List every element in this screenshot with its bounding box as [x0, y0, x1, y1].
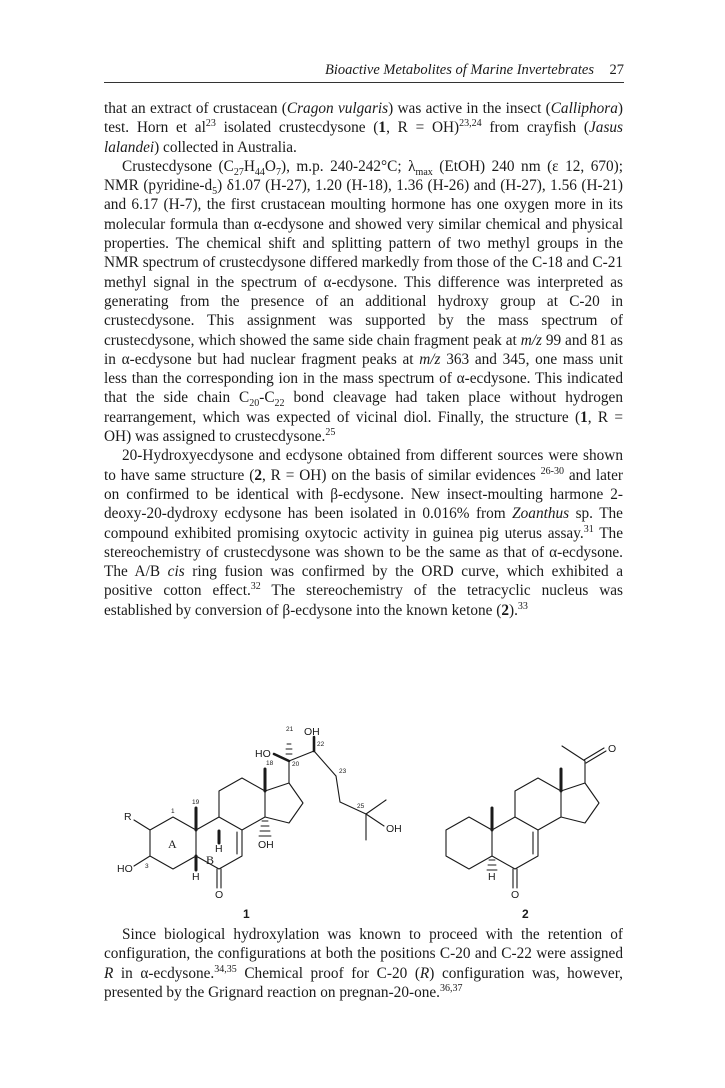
text-run: 99 and 81 as in α-ecdysone but had nuclear fragment peaks at [104, 331, 623, 368]
text-run: ) was active in the insect ( [388, 100, 551, 117]
text-run: bond cleavage had taken place without hydrogen rearrangement, which was expected of vicinal diol. Finally, the structure ( [104, 389, 623, 426]
text-run: ), m.p. 240-242°C; λ [280, 157, 416, 175]
compound-ref: 1 [378, 119, 387, 137]
text-run: Since biological hydroxylation was known to proceed with the retention of configuration, the configurations at both the positions C-20 and C-22 were assigned [104, 926, 623, 963]
c1-locant-25: 25 [357, 803, 365, 810]
body-text-top [104, 99, 623, 620]
config-r: R [419, 964, 430, 982]
text-run: Crustecdysone (C [122, 157, 234, 175]
c2-h5-hash [487, 860, 497, 870]
c2-label-o20: O [608, 743, 617, 755]
citation: 23,24 [459, 118, 482, 130]
body-text-bottom [104, 925, 623, 1002]
c2-ring-a [446, 817, 492, 869]
genus-name: Calliphora [550, 100, 618, 117]
c1-c20-c22 [289, 751, 314, 761]
subscript: 44 [254, 166, 265, 178]
text-run: ) δ1.07 (H-27), 1.20 (H-18), 1.36 (H-26) and (H-27), 1.56 (H-21) and 6.17 (H-7), the first crustacean moulting hormone has one oxygen more in its molecular formula than α-ecdysone and showed very similar chemical and physical properties. The chemical shift and splitting pattern of two methyl groups in the NMR spectrum of crustecdysone differed markedly from those of the C-18 and C-21 methyl signal in the spectrum of α-ecdysone. This difference was interpreted as generating from the presence of an additional hydroxy group at C-20 in crustecdysone. This assignment was supported by the mass spectrum of crustecdysone, which showed the same side chain fragment peak at [104, 177, 624, 349]
structure-figure [104, 726, 623, 921]
c2-compound-number: 2 [522, 907, 529, 921]
header-title: Bioactive Metabolites of Marine Invertebrates [325, 62, 594, 78]
config-r: R [104, 964, 114, 982]
c1-label-oh-25: OH [386, 823, 402, 835]
c1-label-ho-3: HO [117, 863, 133, 875]
c1-locant-3: 3 [145, 863, 149, 870]
text-run: isolated crustecdysone ( [215, 119, 379, 137]
citation: 31 [583, 523, 594, 535]
c2-label-o6: O [511, 889, 520, 901]
compound-ref: 1 [580, 408, 588, 426]
subscript: max [415, 166, 433, 178]
text-run: Chemical proof for C-20 ( [236, 964, 420, 982]
text-run: O [264, 157, 276, 175]
c1-label-h5: H [192, 871, 200, 883]
text-run: , R = OH) was assigned to crustecdysone. [104, 408, 623, 446]
text-run: and later on confirmed to be identical with β-ecdysone. New insect-moulting harmone 2-deoxy-20-dydroxy ecdysone has been isolated in 0.016% from [104, 466, 623, 523]
text-run: ) collected in Australia. [154, 138, 297, 156]
c2-ring-c [515, 778, 561, 830]
page-number: 27 [609, 62, 624, 78]
citation: 25 [325, 426, 336, 438]
text-run: in α-ecdysone. [113, 964, 215, 982]
c1-locant-20: 20 [292, 761, 300, 768]
c1-ring-label-a: A [168, 837, 177, 851]
citation: 26-30 [540, 465, 564, 477]
text-run: 363 and 345, one mass unit less than the corresponding ion in the mass spectrum of α-ecdysone. This indicated that the side chain C [104, 350, 623, 407]
c1-locant-21: 21 [286, 726, 294, 733]
c1-r-bond [134, 820, 150, 830]
c1-methyl-26 [366, 800, 386, 814]
text-run: H [243, 157, 255, 175]
c1-oh20-wedge [274, 754, 289, 761]
citation: 23 [205, 118, 216, 130]
citation: 36,37 [439, 982, 463, 994]
c1-ring-d [265, 783, 303, 823]
text-run: that an extract of crustacean ( [104, 100, 287, 117]
citation: 32 [250, 581, 261, 593]
paragraph-1 [104, 99, 623, 157]
text-run: , R = OH) [386, 119, 460, 137]
c2-ring-d [561, 783, 599, 823]
c1-label-r: R [124, 811, 132, 823]
text-run: from crayfish ( [481, 119, 589, 137]
genus-name: Zoanthus [512, 505, 570, 523]
subscript: 22 [274, 398, 285, 410]
species-name: Jasus lalandei [104, 119, 623, 156]
c1-locant-1: 1 [171, 808, 175, 815]
subscript: 27 [233, 166, 244, 178]
text-run: -C [259, 389, 275, 407]
c1-oh14-hash [259, 821, 271, 836]
text-run: ). [509, 601, 518, 619]
c1-c22-c23 [314, 751, 336, 776]
compound-ref: 2 [254, 466, 262, 484]
citation: 34,35 [214, 963, 237, 975]
c1-c23-c24 [336, 776, 340, 802]
c2-methyl-21 [562, 746, 585, 761]
text-run: 20-Hydroxyecdysone and ecdysone obtained from different sources were shown to have same structure ( [104, 447, 623, 484]
c1-locant-19: 19 [192, 799, 200, 806]
italic-mz: m/z [520, 331, 542, 349]
c2-label-h5: H [488, 871, 496, 883]
c1-locant-23: 23 [339, 768, 347, 775]
text-run: sp. The compound exhibited promising oxytocic activity in guinea pig uterus assay. [104, 505, 623, 542]
text-run: The stereochemistry of crustecdysone was shown to be the same as that of α-ecdysone. The A/B [104, 524, 623, 581]
c1-locant-18: 18 [266, 760, 274, 767]
c1-locant-22: 22 [317, 741, 325, 748]
c2-ring-b [492, 817, 538, 869]
subscript: 7 [275, 166, 281, 178]
structure-drawing [104, 726, 623, 921]
text-run: The stereochemistry of the tetracyclic nucleus was established by conversion of β-ecdysone into the known ketone ( [104, 582, 623, 619]
c1-label-o6: O [215, 889, 224, 901]
citation: 33 [517, 600, 528, 612]
text-run: ) configuration was, however, presented by the Grignard reaction on pregnan-20-one. [104, 964, 623, 1001]
italic-cis: cis [167, 563, 185, 581]
italic-mz: m/z [419, 350, 441, 368]
subscript: 5 [212, 186, 218, 198]
c1-oh25-bond [366, 814, 384, 826]
text-run: ring fusion was confirmed by the ORD curve, which exhibited a positive cotton effect. [104, 563, 623, 600]
text-run: (EtOH) 240 nm (ε 12, 670); NMR (pyridine-d [104, 157, 624, 195]
text-run: , R = OH) on the basis of similar evidences [261, 466, 541, 484]
c1-label-h9: H [215, 843, 223, 855]
paragraph-2 [104, 157, 623, 446]
c1-label-oh-top: OH [304, 726, 320, 738]
compound-ref: 2 [501, 601, 509, 619]
paragraph-4 [104, 925, 623, 1002]
c1-compound-number: 1 [243, 907, 250, 921]
c1-label-oh-14: OH [258, 839, 274, 851]
subscript: 20 [249, 398, 260, 410]
c1-label-ho-side: HO [255, 748, 271, 760]
c1-ring-c [219, 778, 265, 830]
text-run: ) test. Horn et al [104, 100, 623, 137]
running-header [104, 60, 624, 83]
c1-ring-label-b: B [206, 853, 215, 867]
species-name: Cragon vulgaris [286, 100, 389, 117]
c1-c21-hash [286, 744, 292, 754]
paragraph-3 [104, 446, 623, 620]
